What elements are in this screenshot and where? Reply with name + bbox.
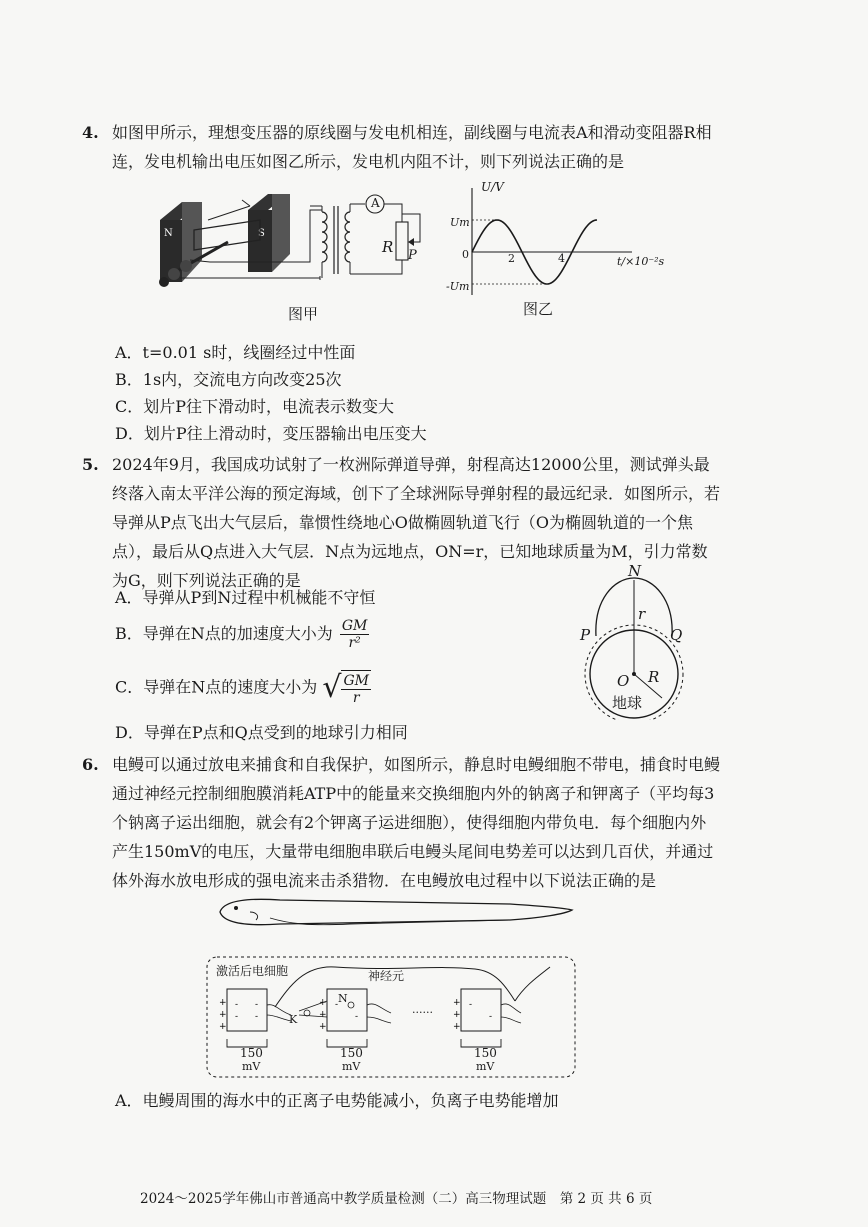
k-label: K <box>289 1013 298 1026</box>
sqrt-gm-over-r <box>322 670 371 706</box>
q4-option-b: B．1s内，交流电方向改变25次 <box>115 370 342 389</box>
q4-option-c: C．划片P往下滑动时，电流表示数变大 <box>115 397 395 416</box>
svg-text:-: - <box>255 1012 259 1022</box>
chart-ytick-zero: 0 <box>462 248 469 261</box>
orbit-label-r-earth: R <box>648 668 660 686</box>
na-label: N <box>338 992 348 1005</box>
svg-text:+: + <box>219 1022 227 1032</box>
q5-option-b-text: B．导弹在N点的加速度大小为 <box>115 624 333 643</box>
voltage-time-chart <box>440 180 680 295</box>
fraction-gm-over-r2 <box>340 618 370 651</box>
ammeter-label: A <box>371 196 380 210</box>
svg-text:N: N <box>164 228 173 239</box>
unit-2: mV <box>342 1060 361 1073</box>
question-stem: 2024年9月，我国成功试射了一枚洲际弹道导弹，射程高达12000公里，测试弹头最终落入南太平洋公海的预定海域，创下了全球洲际导弹射程的最远纪录．如图所示，若导弹从P点飞出大气层后，靠惯性绕地心O做椭圆轨道飞行（O为椭圆轨道的一个焦点），最后从Q点进入大气层．N点为远地点，ON=r，已知地球质量为M，引力常数为G，则下列说法正确的是 <box>112 455 721 590</box>
svg-text:-: - <box>235 1012 239 1022</box>
svg-text:+: + <box>319 1010 327 1020</box>
chart-ytick-um: Um <box>450 216 470 229</box>
fraction-numerator: GM <box>343 673 369 689</box>
svg-text:+: + <box>453 1010 461 1020</box>
orbit-label-q: Q <box>670 626 683 644</box>
orbit-label-p: P <box>580 626 591 644</box>
figure-a-caption: 图甲 <box>288 305 319 323</box>
chart-xtick-4: 4 <box>558 252 565 265</box>
dots-label: ...... <box>412 1003 433 1016</box>
svg-text:-: - <box>255 1000 259 1010</box>
fraction-numerator: GM <box>341 618 368 634</box>
fraction-denominator: r <box>352 690 360 706</box>
question-number: 5. <box>82 455 99 474</box>
chart-xlabel: t/×10⁻²s <box>617 255 665 268</box>
question-stem: 如图甲所示，理想变压器的原线圈与发电机相连，副线圈与电流表A和滑动变阻器R相连，发电机输出电压如图乙所示，发电机内阻不计，则下列说法正确的是 <box>112 123 712 171</box>
eel-illustration <box>210 890 580 938</box>
svg-text:-: - <box>335 1000 339 1010</box>
question-6 <box>82 750 722 895</box>
svg-text:+: + <box>319 1022 327 1032</box>
figure-b-caption: 图乙 <box>523 300 554 318</box>
orbit-label-o: O <box>617 672 630 690</box>
q4-option-a: A．t=0.01 s时，线圈经过中性面 <box>115 343 356 362</box>
chart-xtick-2: 2 <box>508 252 515 265</box>
q4-option-d: D．划片P往上滑动时，变压器输出电压变大 <box>115 424 427 443</box>
q6-option-a: A．电鳗周围的海水中的正离子电势能减小，负离子电势能增加 <box>115 1091 559 1110</box>
svg-text:+: + <box>453 1022 461 1032</box>
q5-option-c-text: C．导弹在N点的速度大小为 <box>115 677 318 697</box>
svg-text:+: + <box>319 998 327 1008</box>
orbit-label-earth: 地球 <box>612 694 643 712</box>
question-number: 6. <box>82 755 99 774</box>
svg-text:+: + <box>453 998 461 1008</box>
q5-option-d: D．导弹在P点和Q点受到的地球引力相同 <box>115 723 408 742</box>
svg-text:-: - <box>469 1000 473 1010</box>
question-4 <box>82 118 722 176</box>
svg-text:S: S <box>258 228 265 239</box>
voltage-1: 150 <box>240 1046 263 1060</box>
svg-text:+: + <box>219 998 227 1008</box>
unit-3: mV <box>476 1060 495 1073</box>
cell-label: 激活后电细胞 <box>216 964 289 978</box>
svg-text:-: - <box>235 1000 239 1010</box>
page-footer: 2024～2025学年佛山市普通高中教学质量检测（二）高三物理试题 第 2 页 共 6 页 <box>140 1191 653 1207</box>
svg-text:-: - <box>489 1012 493 1022</box>
q5-option-c <box>115 670 371 706</box>
resistor-label: R <box>382 238 394 256</box>
svg-text:-: - <box>355 1012 359 1022</box>
sqrt-symbol: √ <box>322 670 342 705</box>
question-number: 4. <box>82 123 99 142</box>
orbit-label-n: N <box>628 562 642 580</box>
q5-option-a: A．导弹从P到N过程中机械能不守恒 <box>115 588 376 607</box>
neuron-label: 神经元 <box>368 969 405 983</box>
svg-text:+: + <box>219 1010 227 1020</box>
voltage-3: 150 <box>474 1046 497 1060</box>
fraction-denominator: r² <box>348 635 361 651</box>
voltage-2: 150 <box>340 1046 363 1060</box>
orbit-label-r-small: r <box>638 605 646 623</box>
chart-ytick-neg-um: -Um <box>446 280 470 293</box>
slider-label: P <box>408 248 417 263</box>
q5-option-b <box>115 618 369 651</box>
unit-1: mV <box>242 1060 261 1073</box>
chart-ylabel: U/V <box>481 180 504 194</box>
question-stem: 电鳗可以通过放电来捕食和自我保护，如图所示，静息时电鳗细胞不带电，捕食时电鳗通过神经元控制细胞膜消耗ATP中的能量来交换细胞内外的钠离子和钾离子（平均每3个钠离子运出细胞，就会有2个钾离子运进细胞），使得细胞内带负电．每个细胞内外产生150mV的电压，大量带电细胞串联后电鳗头尾间电势差可以达到几百伏，并通过体外海水放电形成的强电流来击杀猎物．在电鳗放电过程中以下说法正确的是 <box>112 755 721 890</box>
